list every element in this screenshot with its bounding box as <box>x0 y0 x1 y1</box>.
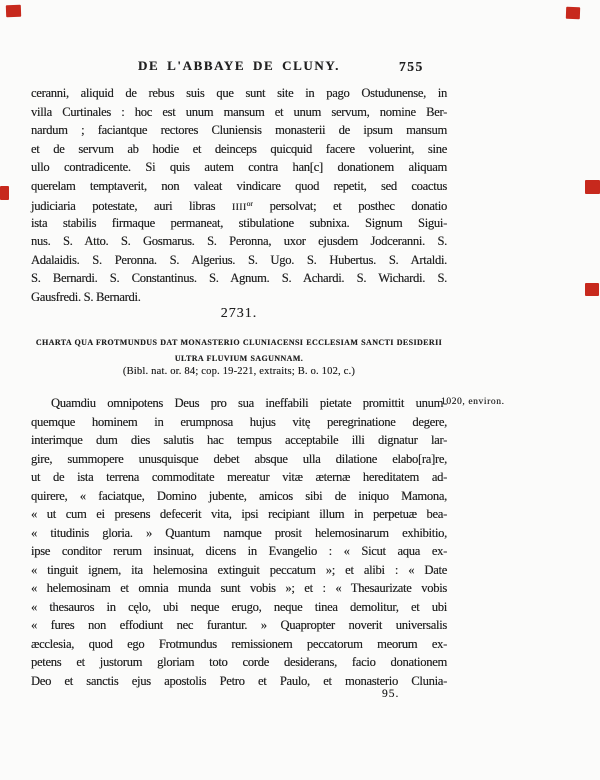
red-edge-mark-top-left <box>6 5 21 18</box>
archival-source-note: (Bibl. nat. or. 84; cop. 19-221, extraits; B. o. 102, c.) <box>122 366 356 377</box>
charter-number: 2731. <box>220 306 258 321</box>
text-line: villa Curtinales : hoc est unum mansum et unum servum, nomine Ber- <box>31 104 447 119</box>
charter-text-continuation <box>31 84 447 306</box>
text-line: ut de ista terrena commoditate mereatur vitæ æternæ hereditatem ad- <box>31 470 447 484</box>
text-line: « helemosinam et omnia munda sunt vobis »; et : « Thesaurizate vobis <box>31 581 447 595</box>
gathering-signature-mark: 95. <box>382 688 400 700</box>
text-line: querelam temptaverit, non valeat vindicare quod repetit, sed coactus <box>31 178 447 193</box>
charter-title <box>31 335 447 367</box>
text-line: « titudinis gloria. » Quantum namque prosit helemosinarum exhibitio, <box>31 525 447 540</box>
text-line: gire, summopere unusquisque debet absque ulla dilatione elabo[ra]re, <box>31 451 447 466</box>
margin-date-note: 1020, environ. <box>441 397 505 407</box>
charter-title-line1: CHARTA QUA FROTMUNDUS DAT MONASTERIO CLUNIACENSI ECCLESIAM SANCTI DESIDERII <box>35 338 443 347</box>
running-head-title: DE L'ABBAYE DE CLUNY. <box>137 58 340 73</box>
text-run: persolvat; et posthec donatio <box>252 198 448 213</box>
text-line: Quamdiu omnipotens Deus pro sua ineffabili pietate promittit unum- <box>51 396 447 410</box>
text-line: ipse conditor rerum insinuat, dicens in Evangelio : « Sicut aqua ex- <box>31 544 447 558</box>
text-line: « ut cum ei presens defecerit vita, ipsi recipiant illum in perpetuæ bea- <box>31 507 447 521</box>
charter-title-line2: ULTRA FLUVIUM SAGUNNAM. <box>174 354 304 363</box>
red-edge-mark-right-lower <box>585 283 599 296</box>
text-run: judiciaria potestate, auri libras <box>31 198 232 213</box>
text-line: S. Bernardi. S. Constantinus. S. Agnum. S. Achardi. S. Wichardi. S. <box>31 271 447 285</box>
text-line: ceranni, aliquid de rebus suis que sunt site in pago Ostudunense, in <box>31 86 447 100</box>
text-line: « thesauros in cęlo, ubi neque erugo, neque tinea demolitur, et ubi <box>31 599 447 614</box>
roman-numeral: IIII <box>231 201 247 213</box>
text-line: nus. S. Atto. S. Gosmarus. S. Peronna, uxor ejusdem Jodceranni. S. <box>31 234 447 248</box>
text-line: interimque dum dies salutis hac tempus acceptabile illi dignatur lar- <box>31 433 447 447</box>
text-line: ista stabilis firmaque permaneat, stibulatione subnixa. Signum Sigui- <box>31 215 447 230</box>
text-line: nardum ; faciantque rectores Cluniensis monasterii de ipsum mansum <box>31 123 447 137</box>
text-line: quemque hominem in erumpnosa hujus vitę peregrinatione degere, <box>31 414 447 429</box>
text-line: ullo contradicente. Si quis autem contra han[c] donationem aliquam <box>31 160 447 174</box>
text-line: petens et justorum gloriam toto corde desiderans, facio donationem <box>31 655 447 669</box>
text-line: quirere, « faciatque, Domino jubente, amicos sibi de iniquo Mamona, <box>31 488 447 503</box>
charter-body-text <box>31 394 447 690</box>
red-edge-mark-right-upper <box>585 180 600 194</box>
text-line: « tinguit ignem, ita helemosina extinguit peccatum »; et alibi : « Date <box>31 562 447 577</box>
text-line: « fures non effodiunt nec furantur. » Quapropter noverit universalis <box>31 618 447 632</box>
text-line: æcclesia, quod ego Frotmundus remissionem peccatorum meorum ex- <box>31 636 447 651</box>
text-line <box>31 195 447 214</box>
text-line: et de servum ab hodie et deinceps quicquid facere voluerint, sine <box>31 141 447 156</box>
red-edge-mark-left <box>0 186 9 200</box>
text-line: Adalaidis. S. Peronna. S. Algerius. S. Ugo. S. Hubertus. S. Artaldi. <box>31 252 447 267</box>
red-edge-mark-top-right <box>566 7 580 19</box>
page-number: 755 <box>399 59 424 74</box>
superscript-abbreviation: or <box>246 199 253 208</box>
text-line: Deo et sanctis ejus apostolis Petro et Paulo, et monasterio Clunia- <box>31 673 447 688</box>
text-line: Gausfredi. S. Bernardi. <box>31 289 141 304</box>
